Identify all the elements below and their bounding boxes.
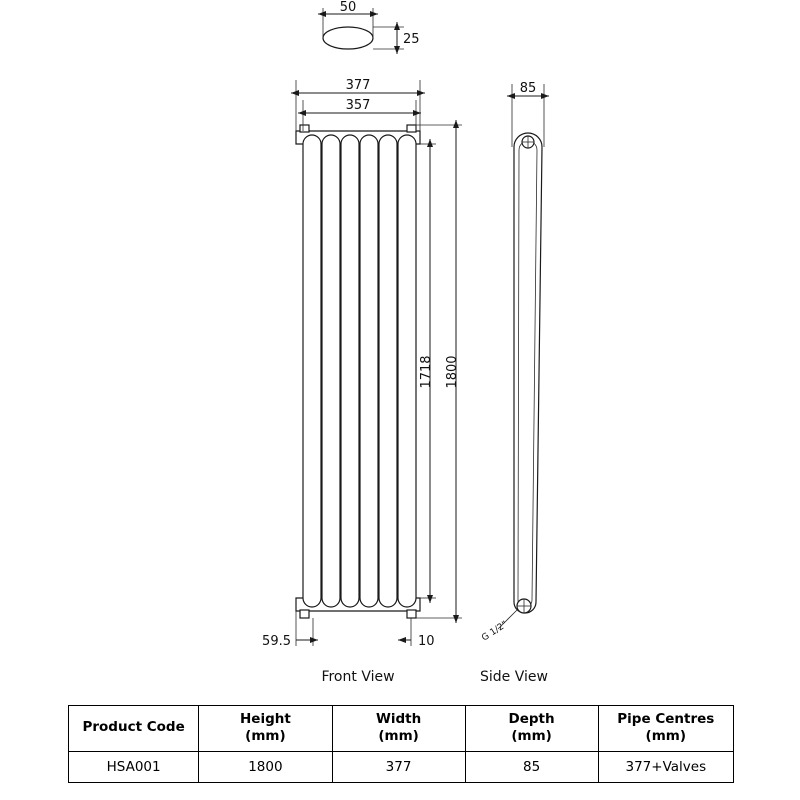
front-view bbox=[262, 78, 462, 685]
header-width-line2: (mm) bbox=[378, 727, 419, 744]
header-width bbox=[332, 706, 465, 752]
header-pipe-centres-line1: Pipe Centres bbox=[617, 711, 715, 727]
specification-table bbox=[68, 705, 734, 783]
header-height bbox=[199, 706, 332, 752]
cell-product-code: HSA001 bbox=[69, 751, 199, 782]
header-pipe-centres-line2: (mm) bbox=[645, 727, 687, 744]
cell-depth: 85 bbox=[465, 751, 598, 782]
connection-size-label: G 1/2" bbox=[480, 619, 510, 644]
header-product-code-line1: Product Code bbox=[82, 719, 185, 736]
dim-tube-width: 50 bbox=[339, 0, 357, 15]
dim-tube-depth: 25 bbox=[403, 32, 420, 47]
cell-pipe-centres: 377+Valves bbox=[598, 751, 733, 782]
dim-foot-offset-left: 59.5 bbox=[262, 634, 291, 649]
side-view-label: Side View bbox=[480, 669, 548, 685]
cell-width: 377 bbox=[332, 751, 465, 782]
header-pipe-centres bbox=[598, 706, 733, 752]
header-height-line2: (mm) bbox=[245, 727, 286, 744]
dim-foot-offset-right: 10 bbox=[418, 634, 435, 649]
header-height-line1: Height bbox=[239, 711, 291, 727]
table-row bbox=[69, 751, 734, 782]
dim-overall-height: 1800 bbox=[445, 355, 460, 389]
table-header-row bbox=[69, 706, 734, 752]
dim-column-height: 1718 bbox=[419, 355, 434, 389]
dim-side-depth: 85 bbox=[519, 81, 537, 96]
tube-cross-section bbox=[318, 0, 420, 54]
header-depth-line1: Depth bbox=[508, 711, 555, 727]
header-product-code bbox=[69, 706, 199, 752]
header-depth bbox=[465, 706, 598, 752]
side-view bbox=[480, 81, 549, 685]
dim-inner-width: 357 bbox=[345, 98, 371, 113]
dim-overall-width: 377 bbox=[345, 78, 371, 93]
header-width-line1: Width bbox=[375, 711, 422, 727]
front-view-label: Front View bbox=[321, 669, 395, 685]
cell-height: 1800 bbox=[199, 751, 332, 782]
radiator-columns bbox=[303, 135, 416, 607]
header-depth-line2: (mm) bbox=[511, 727, 552, 744]
